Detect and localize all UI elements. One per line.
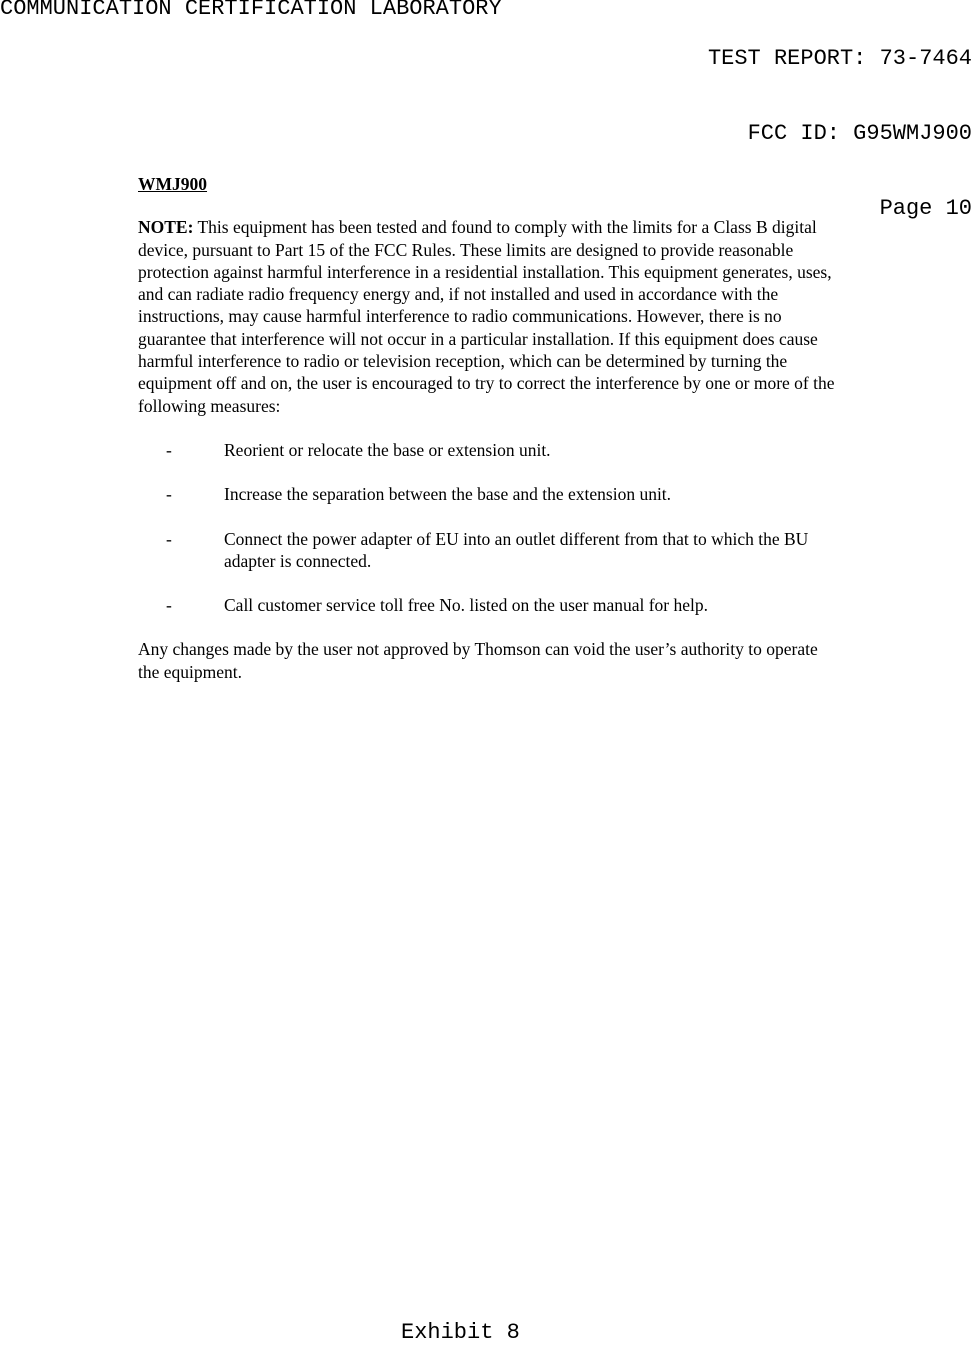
list-item [138, 439, 838, 461]
list-item [138, 528, 838, 573]
model-title: WMJ900 [138, 174, 208, 194]
list-item-text: Increase the separation between the base and the extension unit. [224, 484, 672, 505]
document-body [138, 173, 838, 683]
bullet-dash: - [166, 439, 172, 460]
exhibit-label: Exhibit 8 [401, 1320, 520, 1345]
bullet-dash: - [166, 595, 172, 616]
measures-list [138, 439, 838, 616]
page-number: Page 10 [879, 196, 972, 221]
report-number: TEST REPORT: 73-7464 [707, 46, 972, 71]
bullet-dash: - [166, 528, 172, 549]
list-item-text: Call customer service toll free No. listed on the user manual for help. [224, 595, 709, 616]
lab-name: COMMUNICATION CERTIFICATION LABORATORY [0, 0, 502, 21]
bullet-dash: - [166, 484, 172, 505]
list-item-text: Reorient or relocate the base or extension unit. [224, 439, 551, 460]
fcc-note-paragraph [138, 216, 838, 417]
list-item [138, 483, 838, 505]
note-text: This equipment has been tested and found to comply with the limits for a Class B digital device, pursuant to Part 15 of the FCC Rules. These limits are designed to provide reasonable protection against harmful interference in a residential installation. This equipment generates, uses, and can radiate radio frequency energy and, if not installed and used in accordance with the instructions, may cause harmful interference to radio communications. However, there is no guarantee that interference will not occur in a particular installation. If this equipment does cause harmful interference to radio or television reception, which can be determined by turning the equipment off and on, the user is encouraged to try to correct the interference by one or more of the following measures: [138, 217, 835, 416]
list-item-text: Connect the power adapter of EU into an outlet different from that to which the BU adapter is connected. [224, 528, 809, 571]
closing-paragraph: Any changes made by the user not approved by Thomson can void the user’s authority to operate the equipment. [138, 639, 818, 682]
fcc-id: FCC ID: G95WMJ900 [747, 121, 972, 146]
note-label: NOTE: [138, 217, 194, 238]
list-item [138, 594, 838, 616]
